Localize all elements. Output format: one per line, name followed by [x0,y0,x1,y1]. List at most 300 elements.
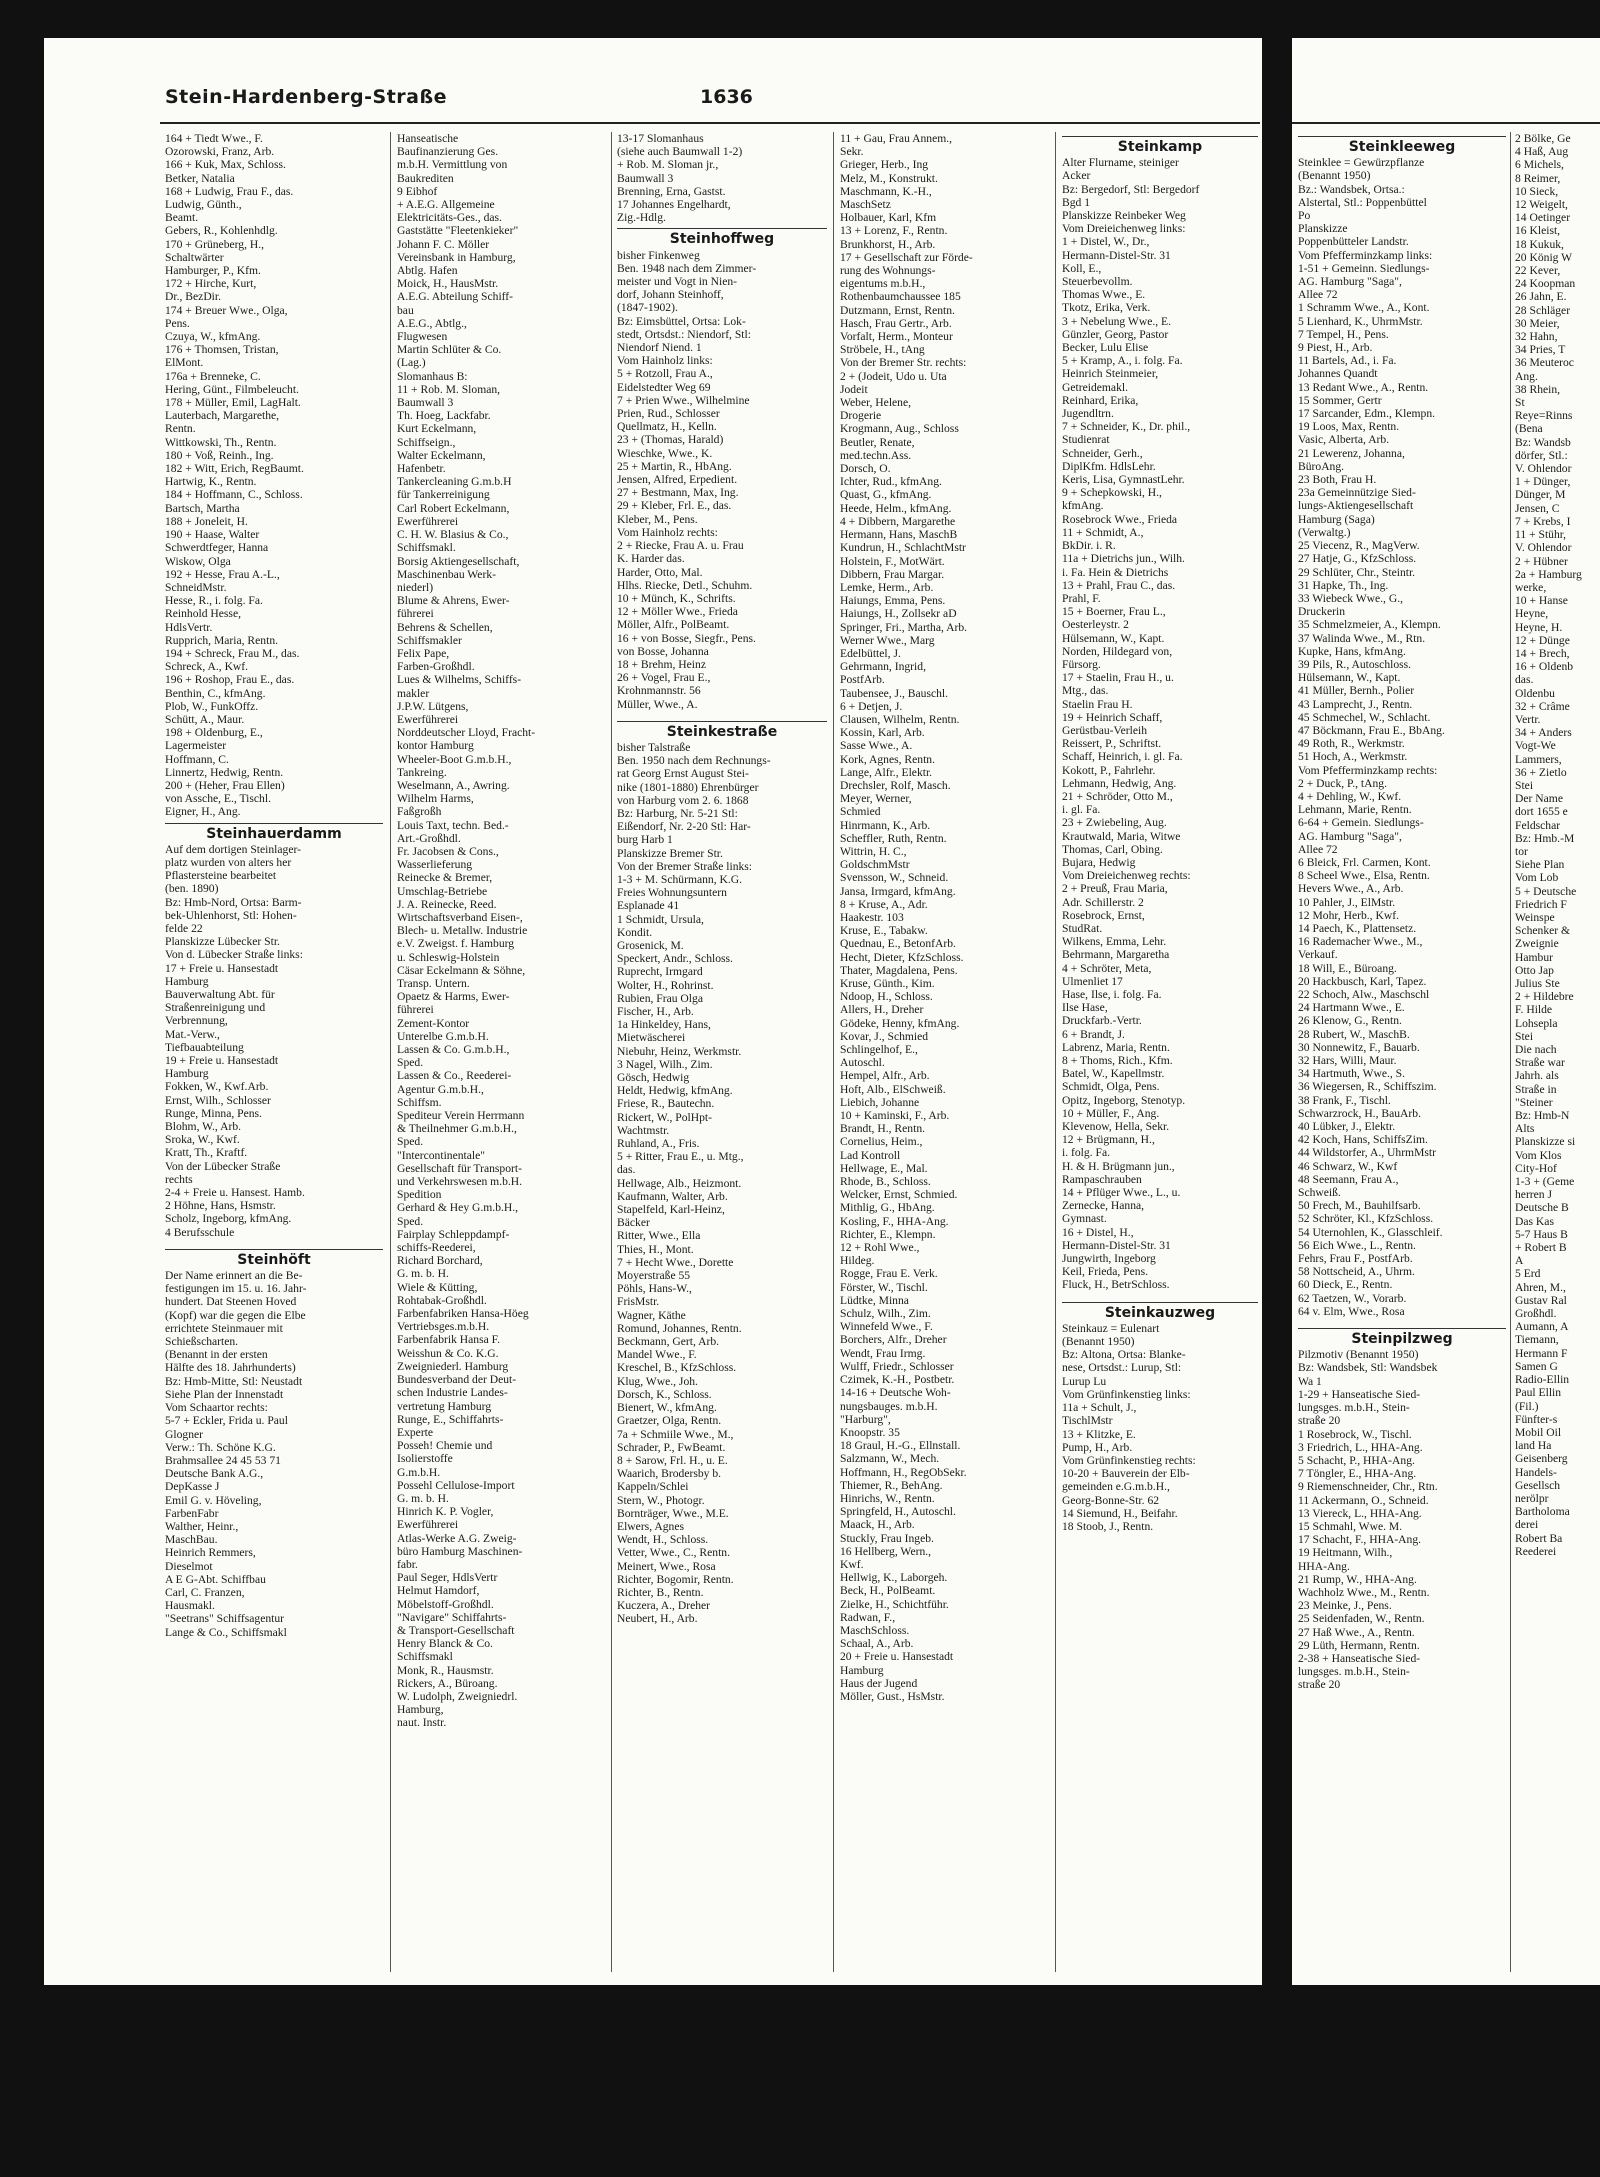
directory-entry-line: Blech- u. Metallw. Industrie [397,924,528,938]
directory-entry-line: "Intercontinentale" [397,1148,486,1162]
directory-entry-line: 188 + Joneleit, H. [165,514,248,528]
directory-entry-line: kfmAng. [1062,499,1104,513]
directory-entry-line: Gesellschaft für Transport- [397,1161,522,1175]
directory-entry-line: Thiemer, R., BehAng. [840,1478,943,1492]
directory-entry-line: Wiskow, Olga [165,554,231,568]
directory-entry-line: Jahrh. als [1515,1069,1559,1083]
directory-entry-line: Kruse, Günth., Kim. [840,977,935,990]
directory-entry-line: bau [397,303,414,317]
directory-entry-line: 13-17 Slomanhaus [617,132,704,145]
directory-entry-line: Walther, Heinr., [165,1519,239,1533]
directory-entry-line: Abtlg. Hafen [397,264,458,278]
directory-entry-line: bisher Finkenweg [617,248,700,262]
directory-entry-line: Lassen & Co. G.m.b.H., [397,1043,510,1057]
page-number: 1636 [700,86,753,108]
directory-entry-line: Vogt-We [1515,739,1556,753]
directory-entry-line: Ben. 1950 nach dem Rechnungs- [617,754,771,768]
directory-entry-line: 5 Schacht, P., HHA-Ang. [1298,1453,1415,1467]
directory-entry-line: Gesellsch [1515,1478,1561,1492]
directory-entry-line: HHA-Ang. [1298,1559,1350,1573]
directory-entry-line: Geisenberg [1515,1452,1568,1466]
directory-entry-line: 40 Lübker, J., Elektr. [1298,1120,1396,1134]
directory-entry-line: Aumann, A [1515,1320,1569,1334]
directory-entry-line: Schiffseign., [397,435,456,449]
street-heading: Steinhauerdamm [165,823,383,843]
directory-entry-line: Po [1298,209,1311,223]
directory-entry-line: Johann F. C. Möller [397,237,490,251]
directory-entry-line: das. [1515,673,1534,687]
directory-entry-line: Thater, Magdalena, Pens. [840,963,958,977]
scan-border-left [0,0,44,2177]
directory-entry-line: BüroAng. [1298,459,1345,473]
directory-entry-line: Steuerbevollm. [1062,275,1133,289]
head-rule [160,122,1260,124]
directory-entry-line: Louis Taxt, techn. Bed.- [397,818,509,832]
directory-entry-line: Edelbüttel, J. [840,646,901,660]
directory-entry-line: Holbauer, Karl, Kfm [840,211,937,225]
directory-entry-line: naut. Instr. [397,1716,447,1730]
directory-entry-line: 6 Michels, [1515,158,1564,172]
directory-entry-line: rechts [165,1172,193,1186]
directory-entry-line: Lues & Wilhelms, Schiffs- [397,673,522,687]
directory-entry-line: Rickers, A., Büroang. [397,1676,498,1690]
directory-entry-line: Paul Seger, HdlsVertr [397,1571,498,1585]
directory-entry-line: Batel, W., Kapellmstr. [1062,1067,1165,1081]
running-head [165,86,1245,116]
directory-entry-line: Stei [1515,1029,1534,1043]
directory-entry-line: 190 + Haase, Walter [165,528,260,542]
directory-entry-line: W. Ludolph, Zweigniedrl. [397,1689,518,1703]
directory-entry-line: Melz, M., Konstrukt. [840,171,938,185]
directory-entry-line: Siehe Plan [1515,858,1565,872]
book-gutter [1262,38,1292,1985]
directory-entry-line: Schweiß. [1298,1186,1341,1200]
directory-entry-line: Robert Ba [1515,1531,1563,1545]
directory-entry-line: straße 20 [1298,1414,1341,1428]
directory-entry-line: 12 + Brügmann, H., [1062,1133,1155,1147]
directory-entry-line: Allee 72 [1298,288,1338,302]
directory-entry-line: Reinhold Hesse, [165,607,241,621]
directory-entry-line: 2 + (Jodeit, Udo u. Uta [840,369,947,383]
directory-entry-line: Getreidemakl. [1062,380,1128,394]
directory-entry-line: Druckfarb.-Vertr. [1062,1014,1142,1028]
directory-entry-line: Salzmann, W., Mech. [840,1452,940,1466]
directory-entry-line: Kosling, F., HHA-Ang. [840,1214,949,1228]
directory-entry-line: 20 + Freie u. Hansestadt [840,1650,954,1664]
street-heading: Steinhoffweg [617,228,827,248]
directory-entry-line: Bäcker [617,1216,650,1230]
directory-entry-line: 7 + Schneider, K., Dr. phil., [1062,420,1191,434]
directory-entry-line: Richter, E., Klempn. [840,1227,936,1241]
directory-entry-line: Vom Hainholz links: [617,354,713,368]
directory-entry-line: nerölpr [1515,1491,1549,1505]
directory-entry-line: Maschinenbau Werk- [397,567,496,581]
directory-entry-line: Straße in [1515,1082,1557,1096]
directory-entry-line: Lehmann, Hedwig, Ang. [1062,776,1177,790]
directory-entry-line: Schiffsm. [397,1095,442,1109]
directory-entry-line: Stei [1515,778,1534,792]
directory-entry-line: Behrens & Schellen, [397,620,493,634]
directory-entry-line: Kreschel, B., KfzSchloss. [617,1361,737,1375]
directory-entry-line: 24 Koopman [1515,277,1576,291]
directory-entry-line: 196 + Roshop, Frau E., das. [165,673,295,687]
directory-entry-line: Schneider, Gerh., [1062,446,1143,460]
directory-entry-line: Baumwall 3 [397,396,454,410]
directory-entry-line: & Transport-Gesellschaft [397,1623,515,1637]
directory-entry-line: G.m.b.H. [397,1465,441,1479]
directory-entry-line: J.P.W. Lütgens, [397,699,469,713]
directory-entry-line: Labrenz, Maria, Rentn. [1062,1040,1170,1054]
directory-entry-line: 4 Haß, Aug [1515,145,1569,159]
directory-entry-line: 54 Uternohlen, K., Glasschleif. [1298,1225,1443,1239]
directory-entry-line: Heyne, H. [1515,620,1563,634]
directory-entry-line: Deutsche B [1515,1201,1569,1215]
directory-entry-line: St [1515,396,1525,410]
directory-entry-line: Farbenfabriken Hansa-Höeg [397,1307,529,1321]
directory-entry-line: Brahmsallee 24 45 53 71 [165,1453,281,1467]
directory-entry-line: 1-29 + Hanseatische Sied- [1298,1387,1421,1401]
directory-entry-line: Kappeln/Schlei [617,1480,689,1494]
directory-entry-line: u. Schleswig-Holstein [397,950,500,964]
directory-entry-line: SchneidMstr. [165,580,227,594]
directory-entry-line: Vom Dreieichenweg links: [1062,222,1186,236]
directory-entry-line: 2-4 + Freie u. Hansest. Hamb. [165,1186,305,1200]
directory-entry-line: Thomas Wwe., E. [1062,288,1146,302]
directory-entry-line: Stuckly, Frau Ingeb. [840,1531,934,1545]
directory-entry-line: 5 + Deutsche [1515,884,1577,898]
directory-entry-line: Pump, H., Arb. [1062,1440,1133,1454]
directory-entry-line: + Rob. M. Sloman jr., [617,158,719,172]
directory-entry-line: Heede, Helm., kfmAng. [840,501,952,515]
directory-entry-line: Lemke, Herm., Arb. [840,580,934,594]
directory-entry-line: festigungen im 15. u. 16. Jahr- [165,1282,307,1296]
directory-entry-line: 62 Taetzen, W., Vorarb. [1298,1291,1407,1305]
directory-entry-line: Wittkowski, Th., Rentn. [165,435,277,449]
directory-entry-line: Vom Pfefferminzkamp links: [1298,248,1433,262]
directory-entry-line: 52 Schröter, Kl., KfzSchloss. [1298,1212,1434,1226]
directory-entry-line: Vom Hainholz rechts: [617,525,718,539]
directory-entry-line: Ströbele, H., tAng [840,343,925,357]
directory-entry-line: 11 Bartels, Ad., i. Fa. [1298,354,1397,368]
directory-entry-line: hundert. Dat Steenen Hoved [165,1295,297,1309]
directory-entry-line: & Theilnehmer G.m.b.H., [397,1122,517,1136]
directory-entry-line: FarbenFabr [165,1506,219,1520]
directory-entry-line: Vertriebsges.m.b.H. [397,1320,490,1334]
directory-entry-line: Steinkauz = Eulenart [1062,1321,1160,1335]
directory-entry-line: Planskizze Bremer Str. [617,846,723,860]
directory-entry-line: 29 + Kleber, Frl. E., das. [617,499,732,513]
directory-entry-line: 194 + Schreck, Frau M., das. [165,646,300,660]
directory-entry-line: Rhode, B., Schloss. [840,1175,931,1189]
directory-entry-line: rat Georg Ernst August Stei- [617,767,749,781]
directory-entry-line: 51 Hoch, A., Werkmstr. [1298,750,1408,764]
directory-entry-line: Zernecke, Hanna, [1062,1199,1145,1213]
directory-entry-line: Hasch, Frau Gertr., Arb. [840,316,952,330]
directory-entry-line: Carl, C. Franzen, [165,1585,245,1599]
directory-entry-line: 17 + Freie u. Hansestadt [165,961,279,975]
directory-entry-line: Hülsemann, W., Kapt. [1062,631,1165,645]
directory-entry-line: Gerüstbau-Verleih [1062,723,1147,737]
directory-entry-line: Hamburg [840,1663,884,1677]
directory-entry-line: Hamburger, P., Kfm. [165,264,261,278]
directory-entry-line: Pflastersteine bearbeitet [165,869,277,883]
directory-entry-line: Vom Schaartor rechts: [165,1401,268,1415]
directory-entry-line: 7 Töngler, E., HHA-Ang. [1298,1467,1417,1481]
directory-entry-line: werke, [1515,580,1547,594]
directory-entry-line: Lehmann, Marie, Rentn. [1298,803,1412,817]
directory-entry-line: e.V. Zweigst. f. Hamburg [397,937,515,951]
directory-entry-line: Haakestr. 103 [840,910,904,924]
directory-entry-line: Fehrs, Frau F., PostfArb. [1298,1252,1413,1266]
directory-entry-line: Brunkhorst, H., Arb. [840,237,936,251]
directory-entry-line: Rohtabak-Großhdl. [397,1293,487,1307]
column-6 [1298,132,1506,1972]
directory-entry-line: Weisshun & Co. K.G. [397,1346,499,1360]
directory-entry-line: 12 + Rohl Wwe., [840,1241,920,1255]
directory-entry-line: Isolierstoffe [397,1452,453,1466]
directory-entry-line: G. m. b. H. [397,1267,449,1281]
directory-entry-line: das. [617,1163,636,1177]
directory-entry-line: 1 Rosebrock, W., Tischl. [1298,1427,1412,1441]
scan-border-top [0,0,1600,38]
directory-entry-line: Walter Eckelmann, [397,448,486,462]
directory-entry-line: Flugwesen [397,330,448,344]
directory-entry-line: 17 + Gesellschaft zur Förde- [840,250,973,264]
directory-entry-line: G. m. b. H. [397,1491,449,1505]
directory-entry-line: Sroka, W., Kwf. [165,1133,240,1147]
directory-entry-line: Schwarzrock, H., BauArb. [1298,1106,1421,1120]
directory-entry-line: AG. Hamburg "Saga", [1298,829,1402,843]
directory-entry-line: Kleber, M., Pens. [617,512,698,526]
directory-entry-line: 15 Schmahl, Wwe. M. [1298,1519,1403,1533]
directory-entry-line: Rupprich, Maria, Rentn. [165,633,279,647]
directory-entry-line: 12 + Dünge [1515,633,1570,647]
directory-entry-line: Richter, B., Rentn. [617,1585,704,1599]
directory-entry-line: 10 + Hanse [1515,594,1568,608]
directory-entry-line: MaschSetz [840,198,891,212]
directory-entry-line: Klevenow, Hella, Sekr. [1062,1120,1170,1134]
directory-entry-line: Planskizze Lübecker Str. [165,935,280,949]
directory-entry-line: 182 + Witt, Erich, RegBaumt. [165,462,304,476]
directory-entry-line: Wendt, Frau Irmg. [840,1346,926,1360]
directory-entry-line: (Benannt 1950) [1298,169,1371,183]
directory-entry-line: Eigner, H., Ang. [165,805,241,819]
directory-entry-line: 9 Piest, H., Arb. [1298,341,1373,355]
directory-entry-line: 1 Schmidt, Ursula, [617,912,704,926]
directory-entry-line: 10 + Müller, F., Ang. [1062,1106,1160,1120]
directory-entry-line: Dorsch, O. [840,462,891,476]
directory-entry-line: Quellmatz, H., Kelln. [617,420,717,434]
directory-entry-line: 18 Graul, H.-G., Ellnstall. [840,1439,961,1453]
directory-entry-line: Bundesverband der Deut- [397,1373,517,1387]
directory-entry-line: Eidelstedter Weg 69 [617,380,711,394]
directory-entry-line: Mithlig, G., HbAng. [840,1201,935,1215]
directory-entry-line: 45 Schmechel, W., Schlacht. [1298,710,1431,724]
directory-entry-line: Moyerstraße 55 [617,1269,691,1283]
directory-entry-line: 46 Schwarz, W., Kwf [1298,1159,1398,1173]
directory-entry-line: 2 Höhne, Hans, Hsmstr. [165,1199,276,1213]
directory-entry-line: Dorsch, K., Schloss. [617,1387,712,1401]
directory-entry-line: Paul Ellin [1515,1386,1562,1400]
directory-entry-line: 16 Rademacher Wwe., M., [1298,935,1423,949]
directory-entry-line: von Assche, E., Tischl. [165,792,271,806]
directory-entry-line: Fischer, H., Arb. [617,1005,694,1018]
directory-entry-line: Gymnast. [1062,1212,1107,1226]
directory-entry-line: Schaltwärter [165,250,224,264]
directory-entry-line: Hermann F [1515,1346,1568,1360]
directory-entry-line: Glogner [165,1427,203,1441]
directory-entry-line: Carl Robert Eckelmann, [397,501,510,515]
directory-entry-line: Gustav Ral [1515,1293,1567,1307]
directory-entry-line: Möbelstoff-Großhdl. [397,1597,494,1611]
right-head-rule [1292,122,1600,124]
directory-entry-line: Opitz, Ingeborg, Stenotyp. [1062,1093,1186,1107]
directory-entry-line: Rubien, Frau Olga [617,991,703,1005]
section-spacer [1298,1318,1506,1324]
directory-entry-line: nungsbauges. m.b.H. [840,1399,938,1413]
directory-entry-line: Richter, Bogomir, Rentn. [617,1572,734,1586]
directory-entry-line: GoldschmMstr [840,858,910,872]
directory-entry-line: Slomanhaus B: [397,369,468,383]
directory-entry-line: Hinrichs, W., Rentn. [840,1491,935,1505]
directory-entry-line: Wasserlieferung [397,858,473,872]
directory-entry-line: Svensson, W., Schneid. [840,871,949,885]
directory-entry-line: 29 Schlüter, Chr., Steintr. [1298,565,1416,579]
directory-entry-line: Kuczera, A., Dreher [617,1599,711,1613]
directory-entry-line: Martin Schlüter & Co. [397,343,502,357]
directory-entry-line: Ewerführerei [397,1518,459,1532]
directory-entry-line: (Lag.) [397,356,426,370]
directory-entry-line: bisher Talstraße [617,740,691,754]
directory-entry-line: Dutzmann, Ernst, Rentn. [840,303,955,317]
directory-entry-line: 198 + Oldenburg, E., [165,726,263,740]
directory-entry-line: Borsig Aktiengesellschaft, [397,554,520,568]
directory-entry-line: 11 Ackermann, O., Schneid. [1298,1493,1429,1507]
directory-entry-line: Planskizze [1298,222,1348,236]
directory-entry-line: Scholz, Ingeborg, kfmAng. [165,1212,292,1226]
directory-entry-line: Ang. [1515,369,1538,383]
directory-entry-line: Allers, H., Dreher [840,1003,924,1017]
directory-entry-line: Agentur G.m.b.H., [397,1082,484,1096]
directory-entry-line: Wirtschaftsverband Eisen-, [397,910,523,924]
directory-entry-line: Blume & Ahrens, Ewer- [397,594,510,608]
directory-entry-line: meister und Vogt in Nien- [617,275,738,289]
directory-entry-line: BkDir. i. R. [1062,539,1116,553]
directory-entry-line: Von der Lübecker Straße [165,1159,281,1173]
directory-entry-line: Emil G. v. Höveling, [165,1493,262,1507]
directory-entry-line: kontor Hamburg [397,739,474,753]
directory-entry-line: DiplKfm. HdlsLehr. [1062,459,1156,473]
directory-entry-line: 1-3 + M. Schürmann, K.G. [617,872,743,886]
directory-entry-line: Schreck, A., Kwf. [165,660,249,674]
directory-entry-line: Farben-Großhdl. [397,660,475,674]
directory-entry-line: Prien, Rud., Schlosser [617,407,720,421]
directory-entry-line: Fürsorg. [1062,657,1101,671]
directory-entry-line: 10-20 + Bauverein der Elb- [1062,1467,1190,1481]
directory-entry-line: Grieger, Herb., Ing [840,158,929,172]
directory-entry-line: 7 + Krebs, I [1515,514,1571,528]
directory-entry-line: 1 + Dünger, [1515,475,1571,489]
directory-entry-line: 2 + Preuß, Frau Maria, [1062,882,1168,896]
directory-entry-line: Spediteur Verein Herrmann [397,1109,525,1123]
directory-entry-line: Ilse Hase, [1062,1001,1108,1015]
directory-entry-line: Hildeg. [840,1254,875,1268]
directory-entry-line: 47 Böckmann, Frau E., BbAng. [1298,723,1445,737]
directory-entry-line: Verkauf. [1298,948,1338,962]
directory-entry-line: Schenker & [1515,924,1571,938]
directory-entry-line: (Bena [1515,422,1543,436]
directory-entry-line: PostfArb. [840,673,885,687]
directory-entry-line: 29 Lüth, Hermann, Rentn. [1298,1638,1420,1652]
directory-entry-line: 4 + Schröter, Meta, [1062,961,1152,975]
directory-entry-line: 12 Mohr, Herb., Kwf. [1298,908,1399,922]
directory-entry-line: Bz: Eimsbüttel, Ortsa: Lok- [617,314,746,328]
directory-entry-line: Neubert, H., Arb. [617,1612,698,1626]
directory-entry-line: Romund, Johannes, Rentn. [617,1321,742,1335]
directory-entry-line: Czimek, K.-H., Postbetr. [840,1373,955,1387]
directory-entry-line: Lange & Co., Schiffsmakl [165,1625,287,1639]
directory-entry-line: 2-38 + Hanseatische Sied- [1298,1651,1421,1665]
directory-entry-line: Bz.: Wandsbek, Ortsa.: [1298,182,1405,196]
directory-entry-line: 26 + Vogel, Frau E., [617,671,711,685]
directory-entry-line: Günzler, Georg, Pastor [1062,327,1169,341]
directory-entry-line: Koll, E., [1062,261,1102,275]
directory-entry-line: dörfer, Stl.: [1515,448,1568,462]
directory-entry-line: Cornelius, Heim., [840,1135,923,1149]
directory-entry-line: 32 Hars, Willi, Maur. [1298,1054,1397,1068]
directory-entry-line: Das Kas [1515,1214,1554,1228]
directory-entry-line: Meyer, Werner, [840,792,912,806]
directory-entry-line: Niendorf Niend. 1 [617,341,702,355]
directory-entry-line: Siehe Plan der Innenstadt [165,1387,284,1401]
directory-entry-line: (Benannt 1950) [1062,1335,1135,1349]
directory-entry-line: Schlingelhof, E., [840,1043,918,1057]
directory-entry-line: Tiemann, [1515,1333,1559,1347]
directory-entry-line: Ben. 1948 nach dem Zimmer- [617,261,757,275]
directory-entry-line: Behrmann, Margaretha [1062,948,1170,962]
directory-entry-line: Jensen, C [1515,501,1560,515]
directory-entry-line: 5-7 Haus B [1515,1227,1568,1241]
directory-entry-line: für Tankerreinigung [397,488,490,502]
directory-entry-line: straße 20 [1298,1678,1341,1692]
directory-entry-line: Gösch, Hedwig [617,1071,690,1085]
directory-entry-line: 1 + Distel, W., Dr., [1062,235,1150,249]
directory-entry-line: Esplanade 41 [617,899,680,913]
directory-entry-line: Ndoop, H., Schloss. [840,990,933,1004]
directory-entry-line: Prahl, F. [1062,591,1101,605]
directory-entry-line: 166 + Kuk, Max, Schloss. [165,158,286,172]
directory-entry-line: Großhdl. [1515,1307,1557,1321]
directory-entry-line: Borchers, Alfr., Dreher [840,1333,947,1347]
directory-entry-line: 19 Loos, Max, Rentn. [1298,420,1400,434]
directory-entry-line: 6 Bleick, Frl. Carmen, Kont. [1298,855,1431,869]
directory-entry-line: 176 + Thomsen, Tristan, [165,343,279,357]
directory-entry-line: Helmut Hamdorf, [397,1584,480,1598]
directory-entry-line: Ahren, M., [1515,1280,1566,1294]
directory-entry-line: Bujara, Hedwig [1062,855,1136,869]
directory-entry-line: Faßgroßh [397,805,442,819]
directory-entry-line: Schrader, P., FwBeamt. [617,1440,726,1454]
directory-entry-line: 48 Seemann, Frau A., [1298,1172,1399,1186]
directory-entry-line: 22 Kever, [1515,264,1561,278]
directory-entry-line: Kossin, Karl, Arb. [840,726,925,740]
directory-entry-line: Straße war [1515,1056,1565,1070]
directory-entry-line: 19 Heitmann, Wilh., [1298,1546,1393,1560]
directory-entry-line: dorf, Johann Steinhoff, [617,288,724,302]
directory-entry-line: Grosenick, M. [617,938,684,952]
directory-entry-line: Hausmakl. [165,1599,215,1613]
directory-entry-line: Bartholoma [1515,1505,1570,1519]
